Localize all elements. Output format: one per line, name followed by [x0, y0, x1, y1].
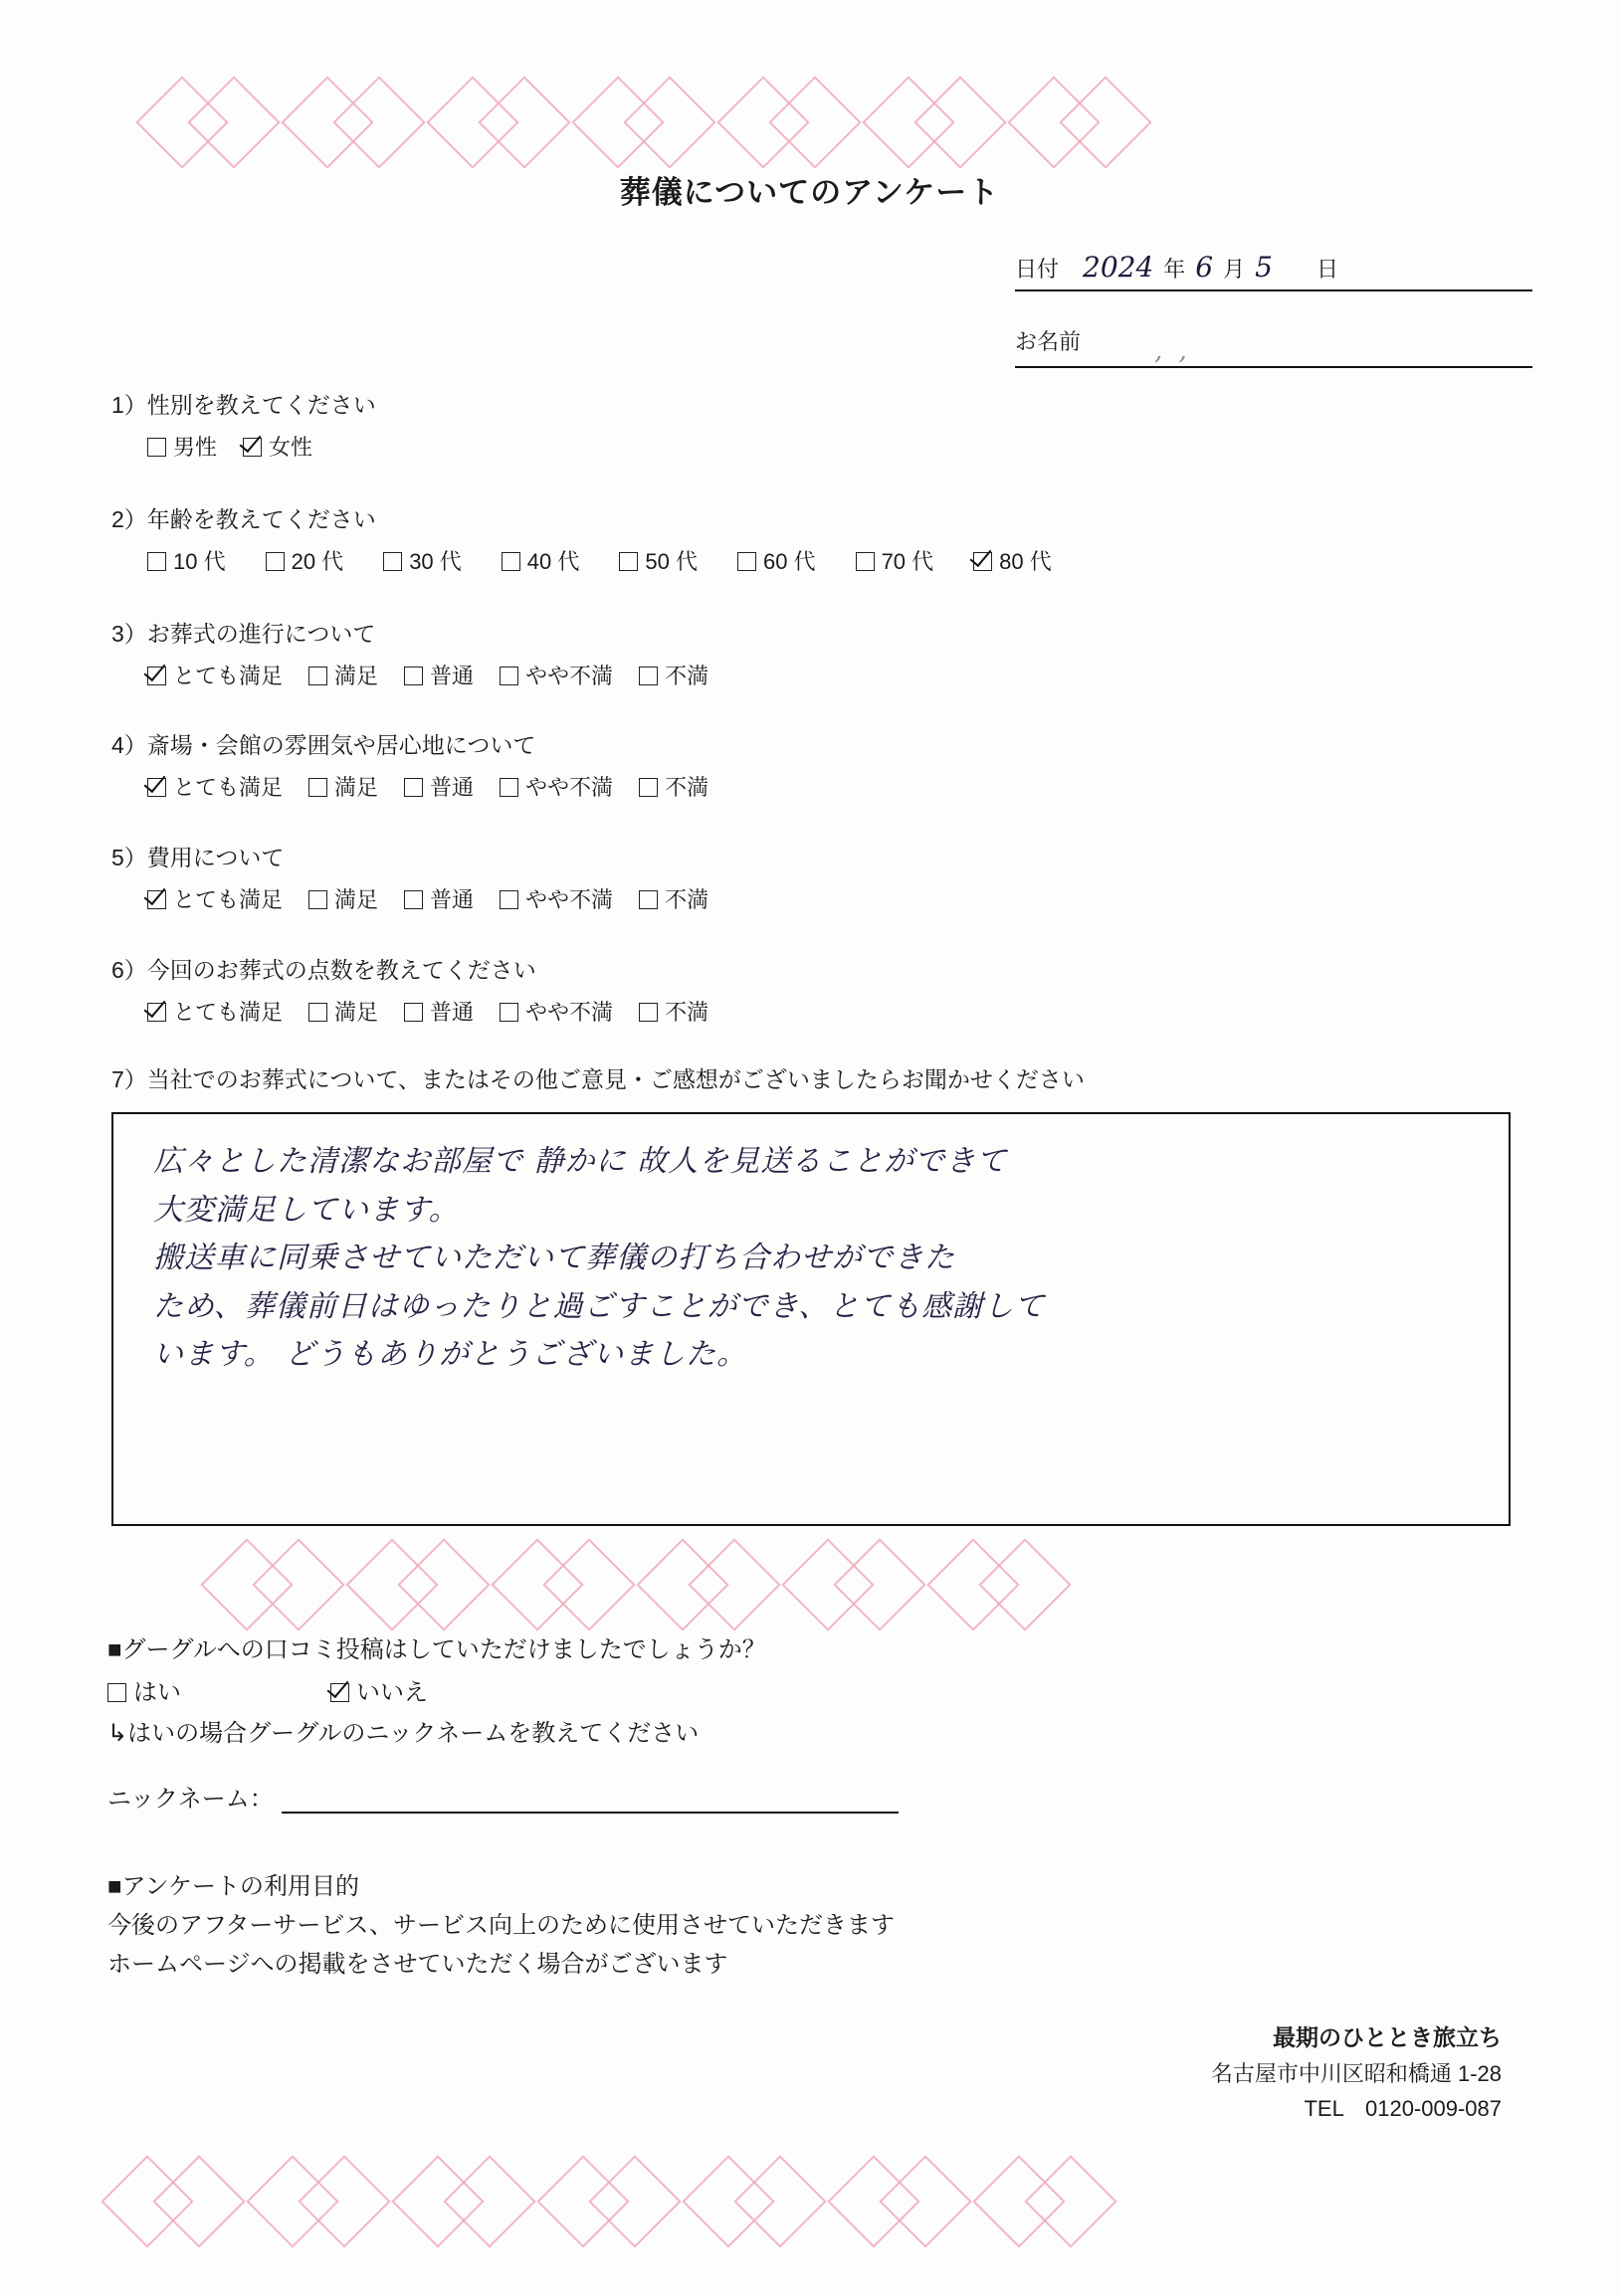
option-label: 男性: [173, 434, 218, 460]
option-dissatisfied[interactable]: [639, 660, 708, 692]
checkbox-icon[interactable]: [308, 778, 327, 797]
date-day-value: 5: [1255, 251, 1273, 284]
checkbox-icon[interactable]: [639, 778, 658, 797]
option-age-70[interactable]: [856, 545, 934, 578]
option-label: 普通: [430, 663, 475, 688]
option-normal[interactable]: [404, 883, 474, 916]
option-label: はい: [133, 1679, 181, 1707]
option-age-30[interactable]: [383, 545, 462, 578]
question-2-text: 年齢を教えてください: [146, 506, 376, 532]
checkbox-checked-icon[interactable]: [330, 1683, 349, 1702]
name-label: お名前: [1015, 329, 1082, 354]
option-label: 満足: [334, 999, 379, 1025]
checkbox-icon[interactable]: [737, 552, 756, 571]
option-very-satisfied[interactable]: [147, 883, 283, 916]
question-6-options: [147, 996, 734, 1029]
checkbox-icon[interactable]: [107, 1683, 126, 1702]
option-label: とても満足: [173, 886, 284, 912]
checkbox-icon[interactable]: [383, 552, 402, 571]
option-label: いいえ: [356, 1679, 428, 1707]
checkbox-checked-icon[interactable]: [147, 667, 166, 685]
option-dissatisfied[interactable]: [639, 996, 708, 1029]
option-label: やや不満: [525, 886, 614, 912]
page-title: 葬儀についてのアンケート: [619, 175, 1000, 210]
purpose-line-1: 今後のアフターサービス、サービス向上のために使用させていただきます: [107, 1911, 896, 1939]
option-label: とても満足: [173, 774, 284, 800]
checkbox-checked-icon[interactable]: [243, 438, 262, 457]
option-normal[interactable]: [404, 771, 474, 804]
purpose-heading: ■アンケートの利用目的: [107, 1873, 360, 1900]
nickname-input[interactable]: [282, 1790, 899, 1814]
checkbox-icon[interactable]: [639, 890, 658, 909]
option-yes[interactable]: [107, 1674, 181, 1711]
nickname-field[interactable]: [107, 1779, 899, 1814]
option-label: 70 代: [881, 548, 934, 574]
question-5-number: 5）: [111, 845, 147, 870]
decorative-band-bottom: [114, 2169, 1104, 2234]
option-label: 60 代: [762, 548, 816, 574]
option-satisfied[interactable]: [308, 660, 378, 692]
company-footer: [1211, 2019, 1502, 2126]
option-slightly-dissatisfied[interactable]: [500, 660, 613, 692]
checkbox-icon[interactable]: [404, 778, 423, 797]
option-age-80[interactable]: [973, 545, 1052, 578]
option-label: 40 代: [526, 548, 580, 574]
date-month-value: 6: [1195, 251, 1214, 284]
question-1-number: 1）: [111, 392, 147, 418]
question-7-number: 7）: [111, 1066, 147, 1092]
question-1: [111, 388, 376, 464]
checkbox-icon[interactable]: [147, 438, 166, 457]
company-address: 名古屋市中川区昭和橋通 1-28: [1210, 2060, 1502, 2086]
company-tel: TEL 0120-009-087: [1304, 2095, 1502, 2121]
question-3-number: 3）: [111, 621, 147, 647]
option-label: 満足: [334, 663, 379, 688]
option-label: 女性: [269, 434, 313, 460]
option-label: 不満: [665, 774, 709, 800]
option-label: 不満: [665, 663, 709, 688]
purpose-section: [107, 1868, 895, 1985]
option-label: 普通: [430, 886, 475, 912]
option-label: 不満: [665, 999, 709, 1025]
checkbox-icon[interactable]: [404, 890, 423, 909]
option-label: やや不満: [525, 999, 614, 1025]
purpose-line-2: ホームページへの掲載をさせていただく場合がございます: [107, 1950, 728, 1978]
question-5-options: [147, 883, 734, 916]
question-2-options: [147, 545, 1078, 578]
option-label: やや不満: [525, 663, 614, 688]
name-handwritten-value: , ,: [1154, 336, 1191, 366]
option-label: とても満足: [173, 999, 284, 1025]
option-label: 50 代: [645, 548, 698, 574]
question-4-options: [147, 771, 734, 804]
option-dissatisfied[interactable]: [639, 771, 708, 804]
option-age-40[interactable]: [502, 545, 580, 578]
question-6-text: 今回のお葬式の点数を教えてください: [146, 957, 536, 983]
question-2: [111, 502, 1078, 578]
option-label: 満足: [334, 774, 379, 800]
checkbox-icon[interactable]: [639, 1003, 658, 1022]
question-7: [111, 1062, 1085, 1097]
checkbox-icon[interactable]: [404, 667, 423, 685]
checkbox-icon[interactable]: [500, 1003, 518, 1022]
checkbox-checked-icon[interactable]: [147, 890, 166, 909]
option-normal[interactable]: [404, 660, 474, 692]
checkbox-icon[interactable]: [500, 890, 518, 909]
free-comment-line: 大変満足しています。: [153, 1192, 460, 1228]
question-4: [111, 728, 734, 804]
checkbox-icon[interactable]: [266, 552, 285, 571]
option-very-satisfied[interactable]: [147, 660, 283, 692]
decorative-band-middle: [214, 1552, 1058, 1618]
free-comment-line: ため、葬儀前日はゆったりと過ごすことができ、とても感謝して: [153, 1288, 1046, 1324]
option-very-satisfied[interactable]: [147, 771, 283, 804]
checkbox-checked-icon[interactable]: [973, 552, 992, 571]
option-slightly-dissatisfied[interactable]: [500, 883, 613, 916]
question-3-options: [147, 660, 734, 692]
question-6: [111, 953, 734, 1029]
question-4-number: 4）: [111, 732, 147, 758]
option-label: 普通: [430, 999, 475, 1025]
option-age-20[interactable]: [266, 545, 344, 578]
date-day-unit: 日: [1315, 257, 1338, 282]
google-review-heading: ■グーグルへの口コミ投稿はしていただけましたでしょうか？: [107, 1636, 766, 1663]
option-no[interactable]: [330, 1674, 428, 1711]
option-label: 80 代: [999, 548, 1052, 574]
question-6-number: 6）: [111, 957, 147, 983]
free-comment-line: 広々とした清潔なお部屋で 静かに 故人を見送ることができて: [153, 1144, 1008, 1179]
question-3-text: お葬式の進行について: [146, 621, 376, 647]
free-comment-box[interactable]: [111, 1112, 1511, 1526]
checkbox-icon[interactable]: [502, 552, 520, 571]
option-age-60[interactable]: [737, 545, 816, 578]
free-comment-line: 搬送車に同乗させていただいて葬儀の打ち合わせができた: [153, 1241, 955, 1276]
option-age-10[interactable]: [147, 545, 226, 578]
option-label: やや不満: [525, 774, 614, 800]
option-label: 不満: [665, 886, 709, 912]
checkbox-icon[interactable]: [308, 1003, 327, 1022]
question-4-text: 斎場・会館の雰囲気や居心地について: [146, 732, 536, 758]
decorative-band-top: [149, 90, 1138, 155]
free-comment-text: [153, 1138, 1477, 1380]
date-year-unit: 年: [1163, 257, 1186, 282]
option-label: 20 代: [291, 548, 344, 574]
google-review-section: [107, 1631, 766, 1753]
option-label: 満足: [334, 886, 379, 912]
checkbox-icon[interactable]: [308, 890, 327, 909]
google-review-subtext: ↳はいの場合グーグルのニックネームを教えてください: [107, 1720, 700, 1748]
question-7-text: 当社でのお葬式について、またはその他ご意見・ご感想がございましたらお聞かせください: [146, 1066, 1085, 1092]
checkbox-checked-icon[interactable]: [147, 778, 166, 797]
option-slightly-dissatisfied[interactable]: [500, 996, 613, 1029]
free-comment-line: います。 どうもありがとうございました。: [153, 1337, 748, 1373]
checkbox-icon[interactable]: [147, 552, 166, 571]
date-label: 日付: [1015, 257, 1060, 282]
option-satisfied[interactable]: [308, 771, 378, 804]
option-dissatisfied[interactable]: [639, 883, 708, 916]
checkbox-icon[interactable]: [500, 667, 518, 685]
option-satisfied[interactable]: [308, 883, 378, 916]
date-month-unit: 月: [1223, 257, 1246, 282]
question-5-text: 費用について: [146, 845, 285, 870]
question-1-options: [147, 431, 376, 464]
option-female[interactable]: [243, 431, 312, 464]
option-very-satisfied[interactable]: [147, 996, 283, 1029]
question-2-number: 2）: [111, 506, 147, 532]
option-normal[interactable]: [404, 996, 474, 1029]
date-year-value: 2024: [1083, 251, 1154, 284]
checkbox-icon[interactable]: [308, 667, 327, 685]
google-review-options: [107, 1674, 766, 1711]
option-age-50[interactable]: [619, 545, 698, 578]
question-5: [111, 841, 734, 916]
company-name: 最期のひととき旅立ち: [1273, 2024, 1502, 2050]
option-label: 30 代: [409, 548, 462, 574]
date-field: [1015, 251, 1532, 291]
option-slightly-dissatisfied[interactable]: [500, 771, 613, 804]
checkbox-icon[interactable]: [639, 667, 658, 685]
option-male[interactable]: [147, 431, 217, 464]
name-field: [1015, 318, 1532, 368]
option-label: 10 代: [173, 548, 226, 574]
nickname-label: ニックネーム：: [107, 1786, 274, 1813]
question-3: [111, 617, 734, 692]
option-label: とても満足: [173, 663, 284, 688]
question-1-text: 性別を教えてください: [146, 392, 376, 418]
checkbox-icon[interactable]: [619, 552, 638, 571]
option-label: 普通: [430, 774, 475, 800]
checkbox-checked-icon[interactable]: [147, 1003, 166, 1022]
checkbox-icon[interactable]: [856, 552, 875, 571]
option-satisfied[interactable]: [308, 996, 378, 1029]
checkbox-icon[interactable]: [500, 778, 518, 797]
checkbox-icon[interactable]: [404, 1003, 423, 1022]
